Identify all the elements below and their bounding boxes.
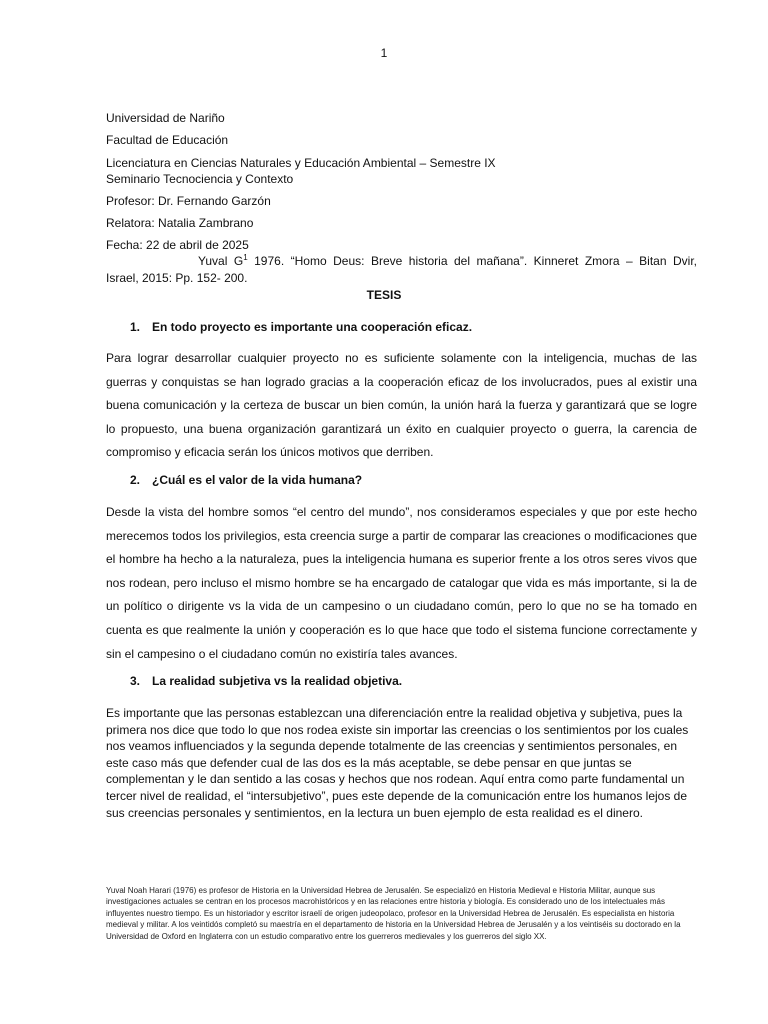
- footnote-text: Yuval Noah Harari (1976) es profesor de Historia en la Universidad Hebrea de Jerusalén. Se especializó en Historia Medieval e Historia Militar, aunque sus investigaciones actuales se centran en los procesos macrohistóricos y en las relaciones entre historia y biología. Es considerado uno de los intelectuales más influyentes nuestro tiempo. Es un historiador y escritor israelí de origen judeopolaco, profesor en la Universidad Hebrea de Jerusalén. Es especialista en historia medieval y militar. A los veintidós completó su maestría en el departamento de historia en la Universidad Hebrea de Jerusalén y a los veintiséis su doctorado en la Universidad de Oxford en Inglaterra con un estudio comparativo entre los guerreros medievales y los guerreros del siglo XX.: [106, 886, 681, 941]
- thesis-3-body: Es importante que las personas establezcan una diferenciación entre la realidad objetiva y subjetiva, pues la primera nos dice que todo lo que nos rodea existe sin importar las creencias o los sentimientos por los cuales nos veamos influenciados y la segunda depende totalmente de las creencias y sentimientos personales, en este caso más que defender cual de las dos es la más aceptable, se debe pensar en que juntas se complementan y le dan sentido a las cosas y hechos que nos rodean. Aquí entra como parte fundamental un tercer nivel de realidad, el “intersubjetivo”, pues este depende de la comunicación entre los humanos lejos de sus creencias personales y sentimientos, en la lectura un buen ejemplo de esta realidad es el dinero.: [106, 706, 689, 820]
- thesis-1-title: En todo proyecto es importante una cooperación eficaz.: [152, 320, 473, 334]
- bibliographic-citation: [106, 253, 697, 287]
- thesis-2-heading: [130, 473, 362, 487]
- faculty-name: Facultad de Educación: [106, 133, 229, 147]
- citation-author: Yuval G: [198, 254, 244, 268]
- page-number: 1: [380, 46, 388, 60]
- thesis-3-title: La realidad subjetiva vs la realidad objetiva.: [152, 674, 403, 688]
- professor-line: Profesor: Dr. Fernando Garzón: [106, 194, 271, 208]
- citation-line-1: [106, 253, 697, 270]
- university-name: Universidad de Nariño: [106, 111, 225, 125]
- program-name: Licenciatura en Ciencias Naturales y Educación Ambiental – Semestre IX: [106, 156, 496, 170]
- thesis-1-body: Para lograr desarrollar cualquier proyecto no es suficiente solamente con la inteligencia, muchas de las guerras y conquistas se han logrado gracias a la cooperación eficaz de los involucrados, pues al existir una buena comunicación y la certeza de buscar un bien común, la unión hará la fuerza y garantizará que se logre lo propuesto, una buena organización garantizará un éxito en cualquier proyecto o guerra, la carencia de compromiso y eficacia serán los únicos motivos que derriben.: [106, 351, 697, 460]
- thesis-2-body: Desde la vista del hombre somos “el centro del mundo”, nos consideramos especiales y que por este hecho merecemos todos los privilegios, esta creencia surge a partir de comparar las creaciones o modificaciones que el hombre ha hecho a la naturaleza, pues la inteligencia humana es superior frente a los otros seres vivos que nos rodean, pero incluso el mismo hombre se ha encargado de catalogar que vida es más importante, si la de un político o dirigente vs la vida de un campesino o un ciudadano común, pero lo que no se ha tomado en cuenta es que realmente la unión y cooperación es lo que hace que todo el sistema funcione correctamente y sin el campesino o el ciudadano común no existiría tales avances.: [106, 505, 697, 661]
- thesis-1-heading: [130, 320, 472, 334]
- date-line: Fecha: 22 de abril de 2025: [106, 238, 249, 252]
- reporter-line: Relatora: Natalia Zambrano: [106, 216, 254, 230]
- thesis-2-number: 2.: [130, 473, 141, 487]
- footnote-reference: 1: [243, 253, 248, 262]
- thesis-3-heading: [130, 674, 402, 688]
- section-title: TESIS: [366, 288, 402, 302]
- thesis-1-number: 1.: [130, 320, 141, 334]
- citation-line-2: Israel, 2015: Pp. 152- 200.: [106, 271, 248, 285]
- thesis-3-number: 3.: [130, 674, 141, 688]
- citation-title: 1976. “Homo Deus: Breve historia del mañana”. Kinneret Zmora – Bitan Dvir,: [247, 254, 697, 268]
- seminar-name: Seminario Tecnociencia y Contexto: [106, 172, 294, 186]
- thesis-2-title: ¿Cuál es el valor de la vida humana?: [152, 473, 363, 487]
